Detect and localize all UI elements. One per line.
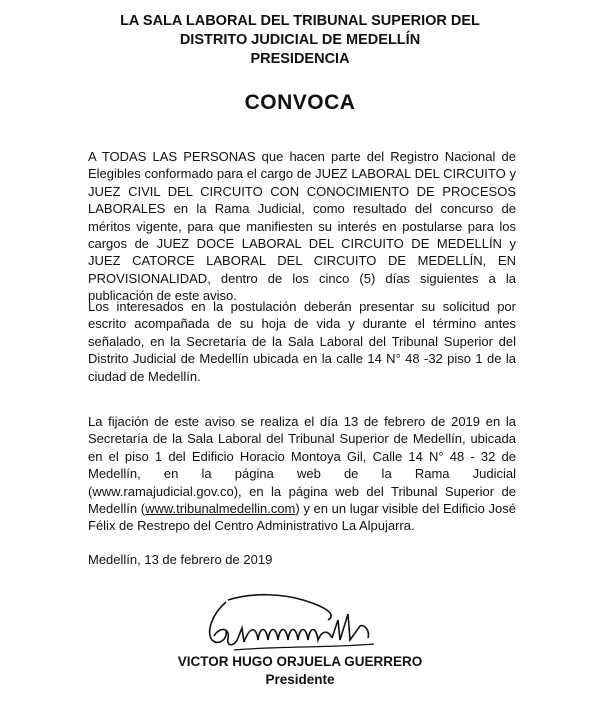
document-header [0,12,600,69]
header-line-1: LA SALA LABORAL DEL TRIBUNAL SUPERIOR DEL [120,13,480,29]
paragraph-posting-text-2: ) y en un lugar visible del Edificio José Félix de Restrepo del Centro Administrativo La Alpujarra. [88,501,517,534]
signer-name: VICTOR HUGO ORJUELA GUERRERO [177,654,423,669]
header-line-3: PRESIDENCIA [250,51,350,67]
paragraph-posting [88,413,516,535]
tribunal-website-link[interactable]: www.tribunalmedellin.com [145,501,296,517]
place-date: Medellín, 13 de febrero de 2019 [88,552,273,567]
paragraph-posting-text-1: La fijación de este aviso se realiza el día 13 de febrero de 2019 en la Secretaría de la Sala Laboral del Tribunal Superior de Medellín, ubicada en el piso 1 del Edificio Horacio Montoya Gil, Calle 14 N° 48 - 32 de Medellín, en la página web de la Rama Judicial (www.ramajudicial.gov.co), en la página web del Tribunal Superior de Medellín ( [88,414,516,517]
signer-title: Presidente [265,672,335,687]
header-line-2: DISTRITO JUDICIAL DE MEDELLÍN [179,32,421,48]
document-title: CONVOCA [244,91,356,114]
paragraph-convocation: A TODAS LAS PERSONAS que hacen parte del Registro Nacional de Elegibles conformado para el cargo de JUEZ LABORAL DEL CIRCUITO y JUEZ CIVIL DEL CIRCUITO CON CONOCIMIENTO DE PROCESOS LABORALES en la Rama Judicial, como resultado del concurso de méritos vigente, para que manifiesten su interés en postularse para los cargos de JUEZ DOCE LABORAL DEL CIRCUITO DE MEDELLÍN y JUEZ CATORCE LABORAL DEL CIRCUITO DE MEDELLÍN, EN PROVISIONALIDAD, dentro de los cinco (5) días siguientes a la publicación de este aviso. [88,149,516,304]
paragraph-application: Los interesados en la postulación deberán presentar su solicitud por escrito acompañada de su hoja de vida y durante el término antes señalado, en la Secretaría de la Sala Laboral del Tribunal Superior del Distrito Judicial de Medellín ubicada en la calle 14 N° 48 -32 piso 1 de la ciudad de Medellín. [88,299,516,384]
